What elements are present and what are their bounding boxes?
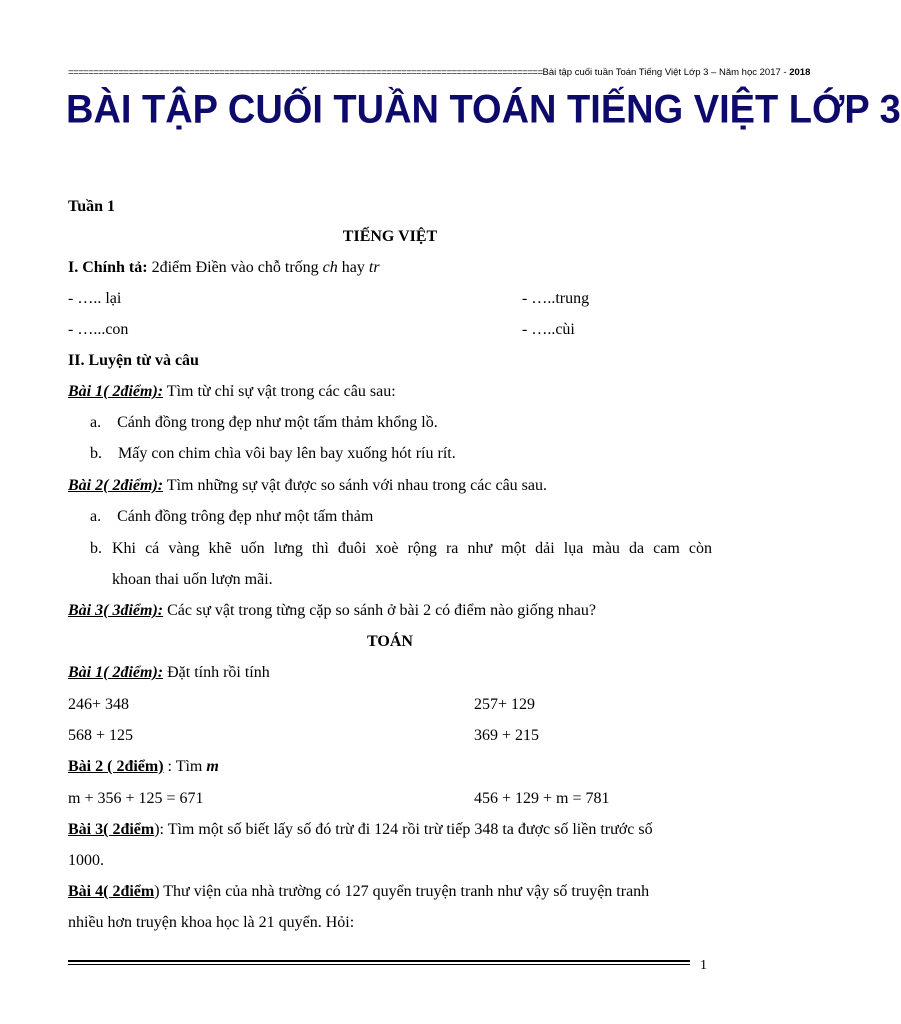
section-2-title: II. Luyện từ và câu [68, 352, 199, 369]
section-1-chinh-ta: I. Chính tả: 2điểm Điền vào chỗ trống ch hay tr [68, 259, 380, 276]
tv-bai-1-b: b. Mấy con chim chìa vôi bay lên bay xuống hót ríu rít. [90, 445, 456, 462]
expr-2: 257+ 129 [474, 696, 536, 713]
blank-right-1: - …..trung [522, 290, 590, 307]
blank-left-1: - ….. lại [68, 290, 122, 307]
tv-bai-2-b-marker: b. [90, 540, 102, 557]
toan-bai-4-cont: nhiều hơn truyện khoa học là 21 quyển. Hỏi: [68, 914, 355, 931]
running-header [68, 67, 811, 78]
expr-3: 568 + 125 [68, 727, 134, 744]
toan-bai-3: Bài 3( 2điểm): Tìm một số biết lấy số đó trừ đi 124 rồi trừ tiếp 348 ta được số liền trước số [68, 821, 653, 838]
page-number: 1 [700, 958, 707, 973]
tv-bai-2-a: a. Cánh đồng trông đẹp như một tấm thảm [90, 508, 374, 525]
toan-bai-4: Bài 4( 2điểm) Thư viện của nhà trường có 127 quyển truyện tranh như vậy số truyện tranh [68, 883, 650, 900]
tv-bai-2-b-line2: khoan thai uốn lượn mãi. [112, 571, 273, 588]
tv-bai-3: Bài 3( 3điểm): Các sự vật trong từng cặp so sánh ở bài 2 có điểm nào giống nhau? [68, 602, 596, 619]
tv-bai-2-b-line1: Khi cá vàng khẽ uốn lưng thì đuôi xoè rộng ra như một dải lụa màu da cam còn [112, 540, 712, 557]
equation-1: m + 356 + 125 = 671 [68, 790, 204, 807]
footer-rule-thin [68, 964, 690, 965]
toan-bai-2: Bài 2 ( 2điểm) : Tìm m [68, 758, 219, 775]
equation-2: 456 + 129 + m = 781 [474, 790, 610, 807]
toan-bai-1: Bài 1( 2điểm): Đặt tính rồi tính [68, 664, 270, 681]
toan-heading: TOÁN [367, 633, 413, 650]
week-label: Tuần 1 [68, 198, 115, 215]
blank-right-2: - …..cùi [522, 321, 575, 338]
expr-1: 246+ 348 [68, 696, 130, 713]
header-rule: ============================================================================================== [68, 67, 543, 78]
toan-bai-3-cont: 1000. [68, 852, 104, 869]
tv-bai-2: Bài 2( 2điểm): Tìm những sự vật được so sánh với nhau trong các câu sau. [68, 477, 547, 494]
page-title: BÀI TẬP CUỐI TUẦN TOÁN TIẾNG VIỆT LỚP 3 [66, 87, 901, 133]
tv-bai-1: Bài 1( 2điểm): Tìm từ chỉ sự vật trong các câu sau: [68, 383, 396, 400]
tieng-viet-heading: TIẾNG VIỆT [342, 228, 438, 245]
footer-rule-thick [68, 960, 690, 962]
expr-4: 369 + 215 [474, 727, 540, 744]
header-text: Bài tập cuối tuần Toán Tiếng Việt Lớp 3 – Năm học 2017 - 2018 [542, 67, 811, 78]
blank-left-2: - …...con [68, 321, 129, 338]
tv-bai-1-a: a. Cánh đồng trong đẹp như một tấm thảm khổng lồ. [90, 414, 438, 431]
